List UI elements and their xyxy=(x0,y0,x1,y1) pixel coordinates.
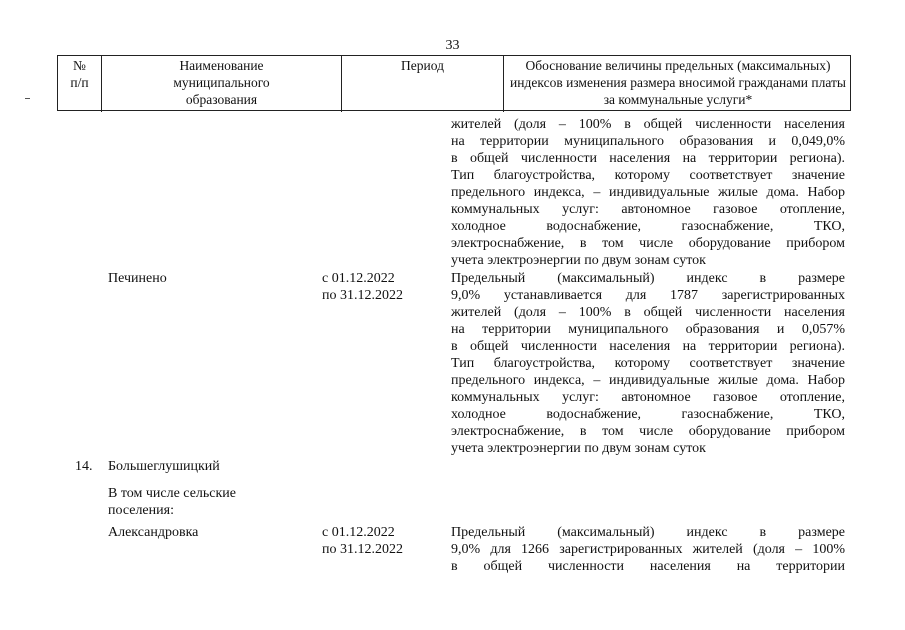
header-period-cell: Период xyxy=(341,56,503,112)
period-end: по 31.12.2022 xyxy=(322,542,403,557)
text-line: Предельный (максимальный) индекс в размере xyxy=(451,271,845,286)
text-line: предельного индекса, – индивидуальные жилые дома. Набор xyxy=(451,373,845,388)
text-line: 9,0% устанавливается для 1787 зарегистрированных xyxy=(451,288,845,303)
header-name-line: муниципального xyxy=(173,75,270,90)
text-line: в общей численности населения на территории xyxy=(451,559,845,574)
row-justification xyxy=(451,270,845,457)
period-start: с 01.12.2022 xyxy=(322,271,395,286)
text-line: коммунальных услуг: автономное газовое отопление, xyxy=(451,202,845,217)
row-name: Александровка xyxy=(108,525,199,540)
table-header xyxy=(57,55,851,111)
period-start: с 01.12.2022 xyxy=(322,525,395,540)
text-line: в общей численности населения на территории региона). xyxy=(451,339,845,354)
page-number: 33 xyxy=(445,38,460,53)
header-name-line: образования xyxy=(185,92,258,107)
scan-artifact xyxy=(25,98,30,99)
text-line: холодное водоснабжение, газоснабжение, ТКО, xyxy=(451,407,845,422)
period-end: по 31.12.2022 xyxy=(322,288,403,303)
text-line: учета электроэнергии по двум зонам суток xyxy=(451,253,706,268)
header-num-line: п/п xyxy=(70,75,89,90)
header-name-line: Наименование xyxy=(179,58,264,73)
continuation-text xyxy=(451,116,845,269)
text-line: в общей численности населения на территории региона). xyxy=(451,151,845,166)
text-line: жителей (доля – 100% в общей численности населения xyxy=(451,117,845,132)
header-justification-line: индексов изменения размера вносимой гражданами платы xyxy=(510,75,846,90)
text-line: коммунальных услуг: автономное газовое отопление, xyxy=(451,390,845,405)
header-num-cell xyxy=(58,56,101,112)
text-line: электроснабжение, в том числе оборудование прибором xyxy=(451,424,845,439)
text-line: Предельный (максимальный) индекс в размере xyxy=(451,525,845,540)
text-line: учета электроэнергии по двум зонам суток xyxy=(451,441,706,456)
text-line: предельного индекса, – индивидуальные жилые дома. Набор xyxy=(451,185,845,200)
header-name-cell xyxy=(101,56,341,112)
row-period xyxy=(322,524,432,558)
header-justification-cell xyxy=(503,56,852,112)
row-name: Печинено xyxy=(108,271,167,286)
text-line: жителей (доля – 100% в общей численности населения xyxy=(451,305,845,320)
text-line: 9,0% для 1266 зарегистрированных жителей (доля – 100% xyxy=(451,542,845,557)
text-line: Тип благоустройства, которому соответствует значение xyxy=(451,168,845,183)
text-line: Тип благоустройства, которому соответствует значение xyxy=(451,356,845,371)
row-number: 14. xyxy=(75,459,93,474)
text-line: холодное водоснабжение, газоснабжение, ТКО, xyxy=(451,219,845,234)
text-line: на территории муниципального образования и 0,049,0% xyxy=(451,134,845,149)
text-line: электроснабжение, в том числе оборудование прибором xyxy=(451,236,845,251)
row-justification xyxy=(451,524,845,575)
header-num-line: № xyxy=(73,58,86,73)
row-name: Большеглушицкий xyxy=(108,459,220,474)
header-justification-line: за коммунальные услуги* xyxy=(603,92,753,107)
row-subheading: В том числе сельские поселения: xyxy=(108,486,237,518)
row-period xyxy=(322,270,432,304)
text-line: на территории муниципального образования и 0,057% xyxy=(451,322,845,337)
header-justification-line: Обоснование величины предельных (максимальных) xyxy=(525,58,831,73)
